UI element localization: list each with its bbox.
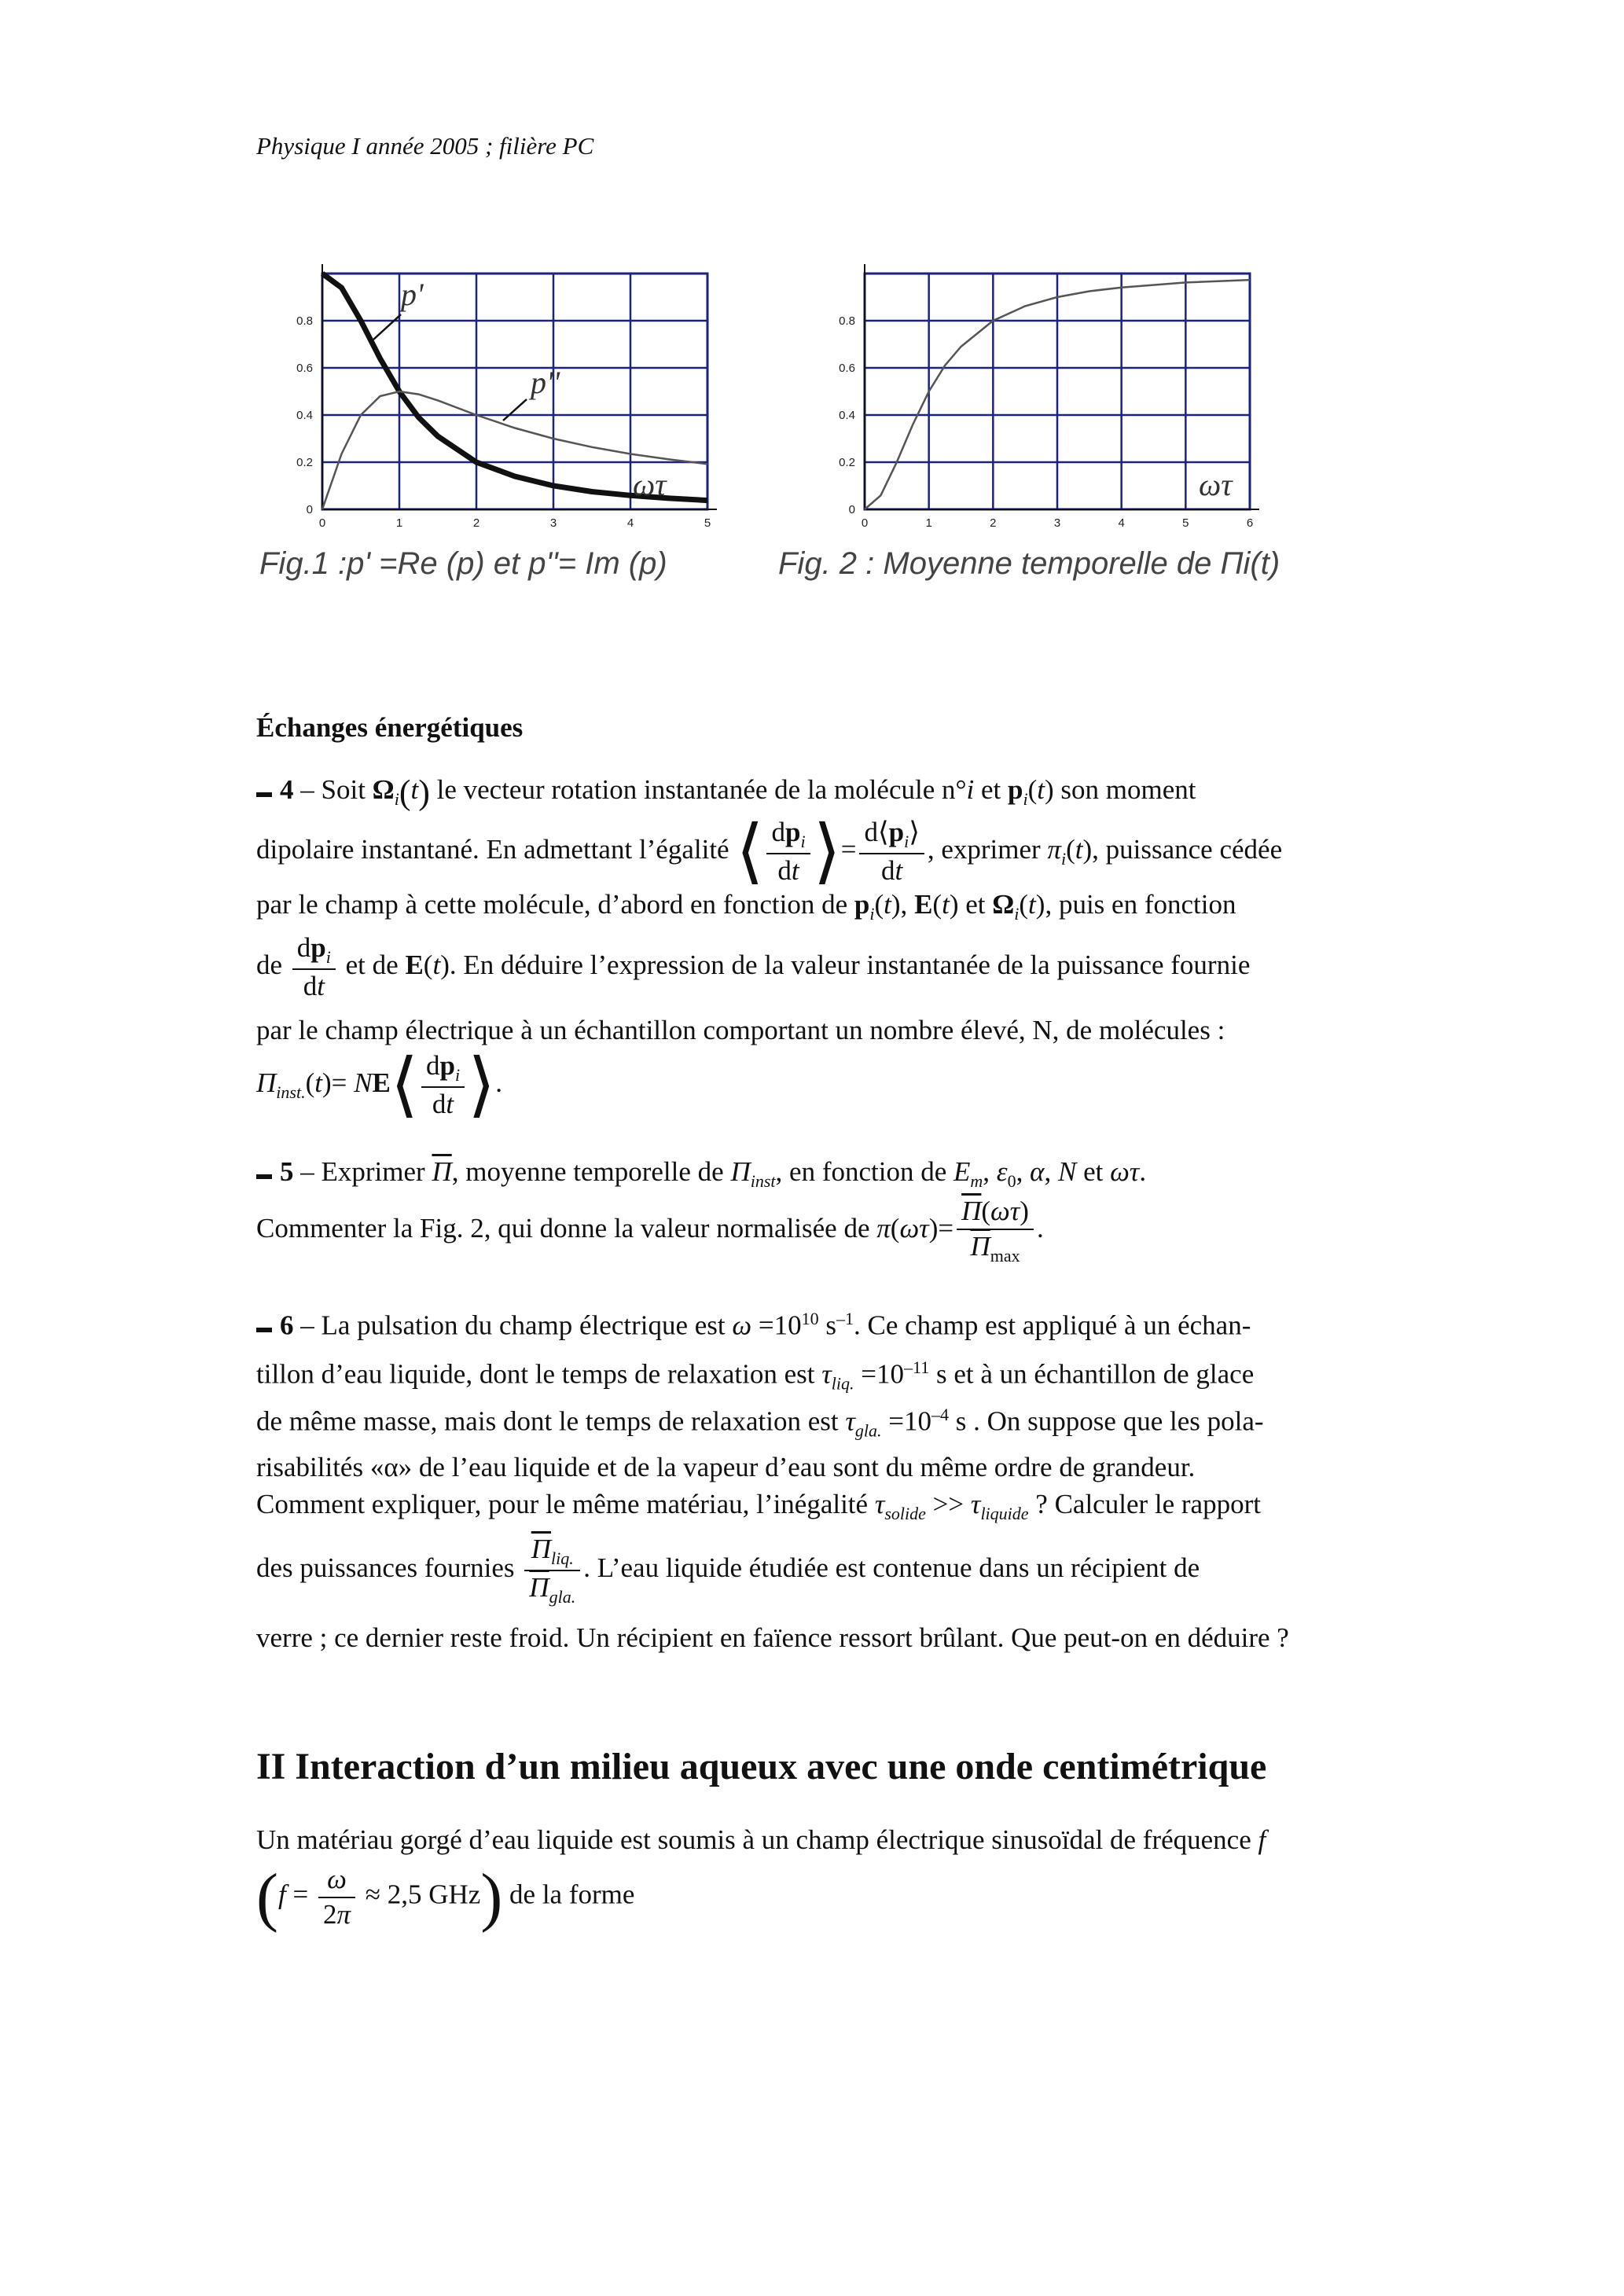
question-4-line5: par le champ électrique à un échantillon comportant un nombre élevé, N, de molécules : (256, 1015, 1225, 1045)
fig2-caption: Fig. 2 : Moyenne temporelle de Πi(t) (778, 546, 1280, 581)
question-6: ▬ 6 – La pulsation du champ électrique est $\omega =10^{10}$ $s^{-1}$. Ce champ est appliqué à un échan- (256, 1309, 1251, 1341)
part2-title: II Interaction d’un milieu aqueux avec une onde centimétrique (256, 1746, 1267, 1787)
fig1-label-p-prime: p' (401, 277, 424, 312)
f1-xtick: 3 (549, 516, 557, 530)
f2-xtick: 4 (1118, 516, 1125, 530)
question-4-line3: par le champ à cette molécule, d’abord en fonction de $p_i(t)$, E(t) et $\Omega_i(t)$, puis en fonction (256, 889, 1236, 924)
f2-xtick: 2 (990, 516, 997, 530)
f1-ytick: 0 (306, 503, 313, 516)
question-5-line2: Commenter la Fig. 2, qui donne la valeur normalisée de π(ωτ)= $\frac{\overline{\Pi}(\omega\tau)}{\overline{\Pi}_{max}}$ . (256, 1196, 1044, 1266)
f2-xtick: 5 (1182, 516, 1189, 530)
question-6-line6: des puissances fournies $\frac{\overline{\Pi}_{liq.}}{\overline{\Pi}_{gla.}}$ . L’eau liquide étudiée est contenue dans un récipient de (256, 1534, 1200, 1607)
question-4-line2: dipolaire instantané. En admettant l’égalité ⟨ $\frac{dp_i}{dt}$ ⟩= $\frac{d⟨p_i⟩}{dt}$ , exprimer $\pi_i(t)$, puissance cédée (256, 812, 1283, 891)
f2-ytick: 0.6 (839, 362, 855, 375)
question-4-formula: $\Pi_{inst.}(t)=$ NE⟨ $\frac{dp_i}{dt}$ ⟩. (256, 1045, 502, 1124)
question-6-line4: risabilités «α» de l’eau liquide et de la vapeur d’eau sont du même ordre de grandeur. (256, 1452, 1196, 1482)
fig2-label-omega-tau: ωτ (1199, 467, 1233, 502)
question-6-line3: de même masse, mais dont le temps de relaxation est $\tau_{gla.} =10^{-4}$ s . On suppose que les pola- (256, 1405, 1264, 1441)
question-4: ▬ 4 – Soit $\Omega_i(t)$ le vecteur rotation instantanée de la molécule n°i et $p_i(t)$ son moment (256, 773, 1196, 812)
fig1-chart (275, 259, 731, 542)
part2-line2: (f = $\frac{\omega}{2\pi}$ ≈ 2,5 GHz) de la forme (256, 1861, 635, 1934)
f1-xtick: 0 (318, 516, 326, 530)
f2-ytick: 0.4 (839, 409, 855, 422)
question-5: ▬ 5 – Exprimer $\overline{\Pi}$, moyenne temporelle de $\Pi_{inst}$, en fonction de $E_m$, $\varepsilon_0$, α, N et ωτ. (256, 1156, 1147, 1191)
f1-xtick: 4 (626, 516, 634, 530)
question-6-line7: verre ; ce dernier reste froid. Un récipient en faïence ressort brûlant. Que peut-on en déduire ? (256, 1622, 1289, 1653)
f1-xtick: 2 (472, 516, 480, 530)
section-title: Échanges énergétiques (256, 712, 524, 743)
fig2-chart (818, 259, 1273, 542)
f1-xtick: 5 (704, 516, 711, 530)
fig1-label-p-second: p'' (531, 365, 560, 400)
f1-ytick: 0.6 (296, 362, 313, 375)
f2-xtick: 1 (925, 516, 932, 530)
f2-xtick: 3 (1053, 516, 1061, 530)
question-6-line2: tillon d’eau liquide, dont le temps de relaxation est $\tau_{liq.} =10^{-11}$ s et à un échantillon de glace (256, 1357, 1255, 1394)
f1-ytick: 0.2 (296, 456, 313, 469)
question-4-line4: de $\frac{dp_i}{dt}$ et de E(t). En déduire l’expression de la valeur instantanée de la puissance fournie (256, 932, 1251, 1001)
f2-ytick: 0.2 (839, 456, 855, 469)
f1-xtick: 1 (395, 516, 403, 530)
fig1-caption: Fig.1 :p' =Re (p) et p''= Im (p) (259, 546, 667, 581)
f2-xtick: 0 (861, 516, 869, 530)
fig1-label-omega-tau: ωτ (633, 467, 667, 502)
f2-ytick: 0 (848, 503, 855, 516)
f2-ytick: 0.8 (839, 314, 855, 328)
f1-ytick: 0.8 (296, 314, 313, 328)
part2-line1: Un matériau gorgé d’eau liquide est soumis à un champ électrique sinusoïdal de fréquence f (256, 1824, 1266, 1855)
f1-ytick: 0.4 (296, 409, 313, 422)
f2-xtick: 6 (1246, 516, 1254, 530)
page-header: Physique I année 2005 ; filière PC (256, 132, 594, 160)
question-6-line5: Comment expliquer, pour le même matériau, l’inégalité $\tau_{solide} >> \tau_{liquide}$ ? Calculer le rapport (256, 1489, 1261, 1523)
